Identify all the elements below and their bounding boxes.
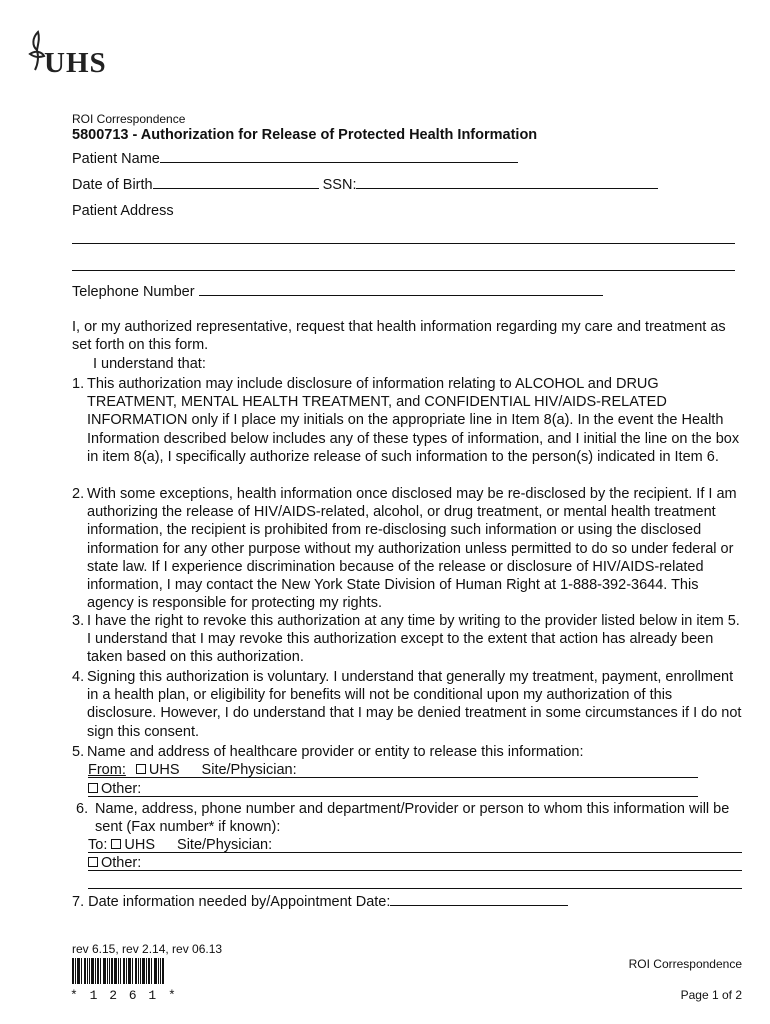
item-number: 5. [72, 744, 85, 760]
dob-row [72, 176, 658, 194]
barcode-image [72, 958, 164, 984]
from-line[interactable] [88, 777, 698, 778]
list-item [72, 743, 744, 761]
item-number: 2. [72, 486, 85, 502]
section-label: ROI Correspondence [72, 112, 186, 126]
item7-row [72, 893, 568, 911]
from-uhs-label: UHS [148, 762, 180, 778]
dob-label: Date of Birth [72, 177, 153, 193]
to-site-label: Site/Physician: [177, 837, 273, 853]
list-item [72, 485, 744, 612]
item-text: With some exceptions, health information once disclosed may be re-disclosed by the recipient. If I am authorizing the release of HIV/AIDS-related, alcohol, or drug treatment, or mental health treatment information, the recipient is prohibited from re-disclosing such information or using the disclosed information for any other purpose without my authorization unless permitted to do so under federal or state law. If I experience discrimination because of the release or disclosure of HIV/AIDS-related information, I may contact the New York State Division of Human Right at 1-888-392-3644. This agency is responsible for protecting my rights. [87, 486, 737, 612]
item-text: Signing this authorization is voluntary. I understand that generally my treatment, payment, enrollment in a health plan, or eligibility for benefits will not be conditional upon my authorization of this disclosure. However, I do understand that I may be denied treatment in some circumstances if I do not sign this consent. [87, 669, 742, 740]
address-line-1[interactable] [72, 243, 735, 244]
revision-text: rev 6.15, rev 2.14, rev 06.13 [72, 942, 223, 956]
item-number: 6. [76, 801, 89, 817]
uhs-logo [28, 30, 107, 79]
to-extra-line[interactable] [88, 888, 742, 889]
patient-name-field[interactable] [160, 162, 518, 163]
to-uhs-option [111, 837, 155, 853]
from-other-label: Other: [101, 781, 142, 797]
from-other-line[interactable] [88, 796, 698, 797]
list-item [72, 668, 744, 741]
to-uhs-label: UHS [124, 837, 155, 853]
phone-field[interactable] [199, 295, 603, 296]
item-number: 1. [72, 376, 85, 392]
list-item [72, 612, 744, 667]
item-text: Name and address of healthcare provider or entity to release this information: [87, 744, 584, 760]
to-label: To: [88, 837, 108, 853]
ssn-field[interactable] [356, 188, 658, 189]
to-other-label: Other: [101, 855, 142, 871]
to-other-line[interactable] [88, 870, 742, 871]
from-uhs-checkbox[interactable] [136, 764, 146, 774]
footer-section: ROI Correspondence [628, 957, 742, 971]
logo-text: UHS [44, 47, 107, 79]
page-title: 5800713 - Authorization for Release of Protected Health Information [72, 127, 538, 143]
from-site-label: Site/Physician: [201, 762, 297, 778]
patient-name-label: Patient Name [72, 151, 160, 167]
item-text: I have the right to revoke this authorization at any time by writing to the provider listed below in item 5. I understand that I may revoke this authorization except to the extent that action has already been taken based on this authorization. [87, 613, 740, 666]
from-other-checkbox[interactable] [88, 783, 98, 793]
understand-label: I understand that: [93, 356, 206, 372]
address-line-2[interactable] [72, 270, 735, 271]
to-line[interactable] [88, 852, 742, 853]
list-item [76, 800, 736, 836]
item-number: 3. [72, 613, 85, 629]
ssn-label: SSN: [322, 177, 357, 193]
from-uhs-option [136, 762, 180, 778]
item7-label: 7. Date information needed by/Appointment Date: [72, 894, 391, 910]
appointment-date-field[interactable] [390, 905, 568, 906]
to-other-checkbox[interactable] [88, 857, 98, 867]
page-number: Page 1 of 2 [680, 988, 742, 1002]
to-uhs-checkbox[interactable] [111, 839, 121, 849]
item-text: Name, address, phone number and department/Provider or person to whom this information will be sent (Fax number* if known): [95, 801, 730, 836]
phone-label: Telephone Number [72, 284, 195, 300]
list-item [72, 375, 744, 466]
intro-paragraph: I, or my authorized representative, request that health information regarding my care and treatment as set forth on this form. [72, 319, 726, 354]
item-text: This authorization may include disclosure of information relating to ALCOHOL and DRUG TREATMENT, MENTAL HEALTH TREATMENT, and CONFIDENTIAL HIV/AIDS-RELATED INFORMATION only if I place my initials on the appropriate line in Item 8(a). In the event the Health Information described below includes any of these types of information, and I initial the line on the box in item 8(a), I specifically authorize release of such information to the person(s) indicated in Item 6. [87, 376, 740, 465]
phone-row [72, 283, 603, 301]
barcode-text: * 1 2 6 1 * [70, 988, 178, 1003]
address-label: Patient Address [72, 203, 174, 219]
dob-field[interactable] [153, 188, 319, 189]
item-number: 4. [72, 669, 85, 685]
from-label: From: [88, 762, 126, 778]
patient-name-row [72, 150, 518, 168]
